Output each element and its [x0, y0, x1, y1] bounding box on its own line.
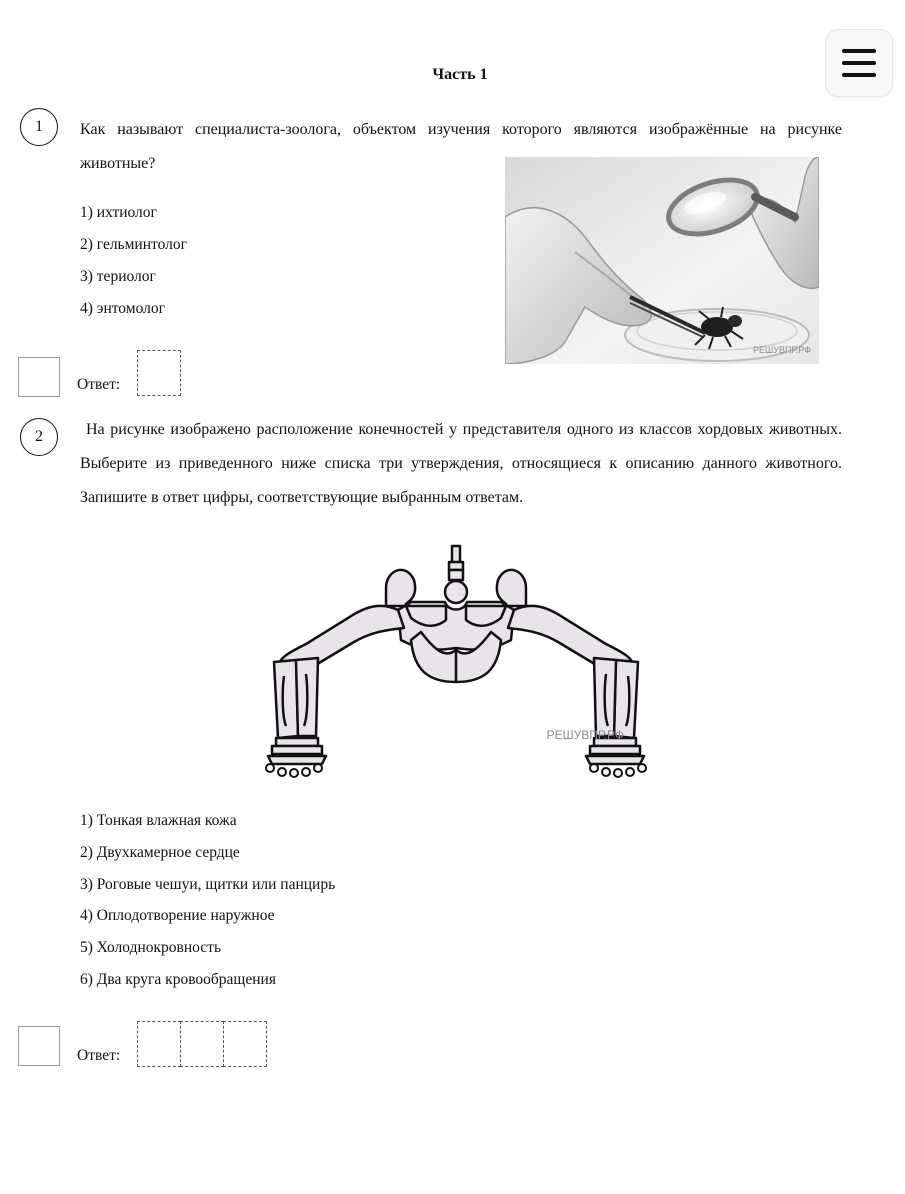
hamburger-icon-bar — [842, 49, 876, 53]
q2-answer-label: Ответ: — [77, 1047, 121, 1064]
q2-option-3: 3) Роговые чешуи, щитки или панцирь — [80, 876, 336, 893]
q2-option-2: 2) Двухкамерное сердце — [80, 844, 240, 861]
q1-option-2: 2) гельминтолог — [80, 236, 187, 253]
question-number-2: 2 — [20, 418, 58, 456]
q1-image-watermark: РЕШУВПР.РФ — [753, 345, 811, 355]
q2-answer-cell-1[interactable] — [137, 1021, 181, 1067]
question-number-1: 1 — [20, 108, 58, 146]
q2-option-4: 4) Оплодотворение наружное — [80, 907, 275, 924]
q1-option-4: 4) энтомолог — [80, 300, 165, 317]
q2-answer-cell-2[interactable] — [180, 1021, 224, 1067]
q2-score-box — [18, 1026, 60, 1066]
q1-option-3: 3) териолог — [80, 268, 156, 285]
q2-option-5: 5) Холоднокровность — [80, 939, 222, 956]
q1-answer-input[interactable] — [137, 350, 181, 396]
beetle-research-photo — [505, 157, 819, 364]
q2-option-6: 6) Два круга кровообращения — [80, 971, 276, 988]
menu-button[interactable] — [826, 30, 892, 96]
hamburger-icon-bar — [842, 61, 876, 65]
q2-answer-cell-3[interactable] — [223, 1021, 267, 1067]
q1-score-box — [18, 357, 60, 397]
limb-skeleton-figure — [256, 540, 666, 780]
question-2-text: На рисунке изображено расположение конечностей у представителя одного из классов хордовых животных. Выберите из приведенного ниже списка три утверждения, относящиеся к описанию данного животного. Запишите в ответ цифры, соответствующие выбранным ответам. — [80, 421, 842, 506]
q1-answer-label: Ответ: — [77, 376, 121, 393]
q2-option-1: 1) Тонкая влажная кожа — [80, 812, 237, 829]
q2-image-watermark: РЕШУВПР.РФ — [546, 728, 624, 742]
question-1-text: Как называют специалиста-зоолога, объектом изучения которого являются изображённые на рисунке животные? — [80, 121, 842, 172]
part-title: Часть 1 — [432, 66, 488, 83]
q1-option-1: 1) ихтиолог — [80, 204, 157, 221]
